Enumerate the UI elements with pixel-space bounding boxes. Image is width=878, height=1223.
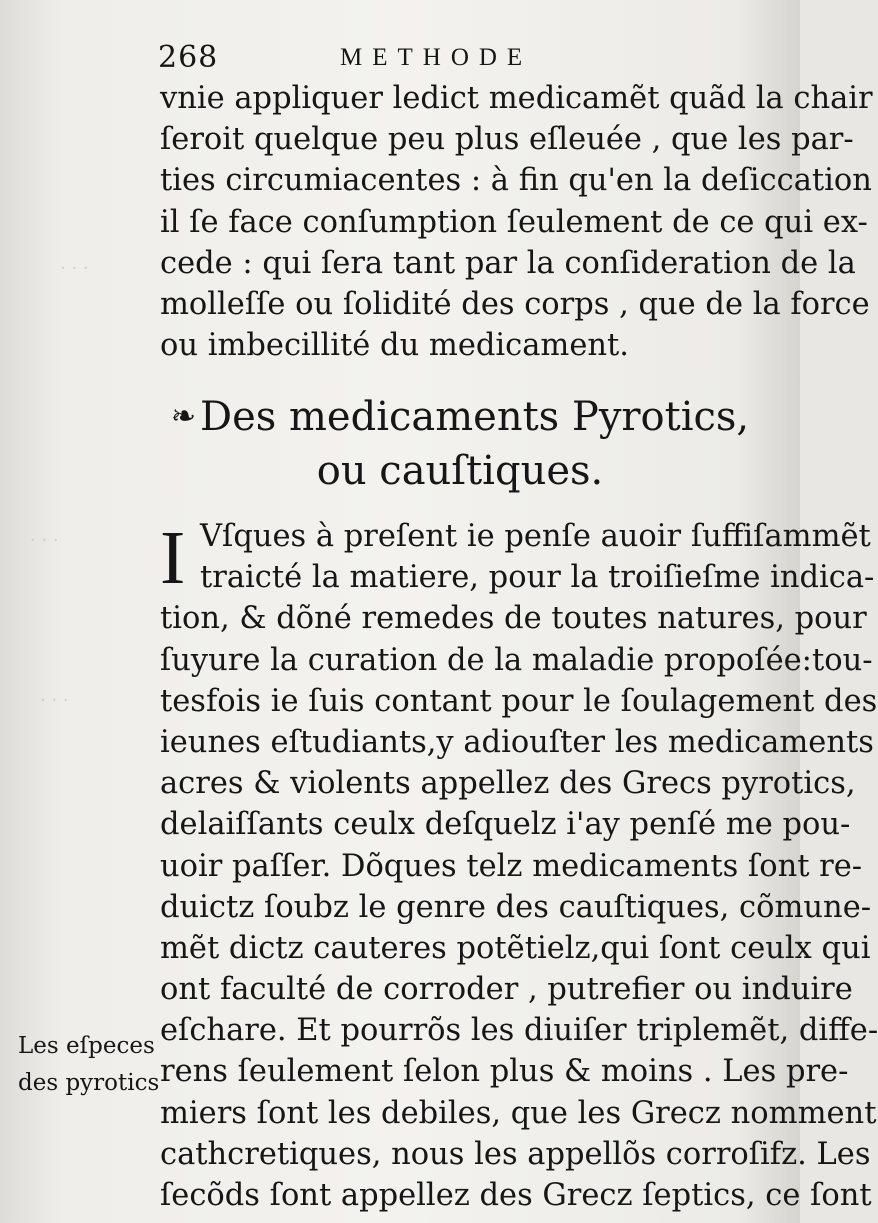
fleuron-ornament-icon: ❧ (170, 399, 196, 434)
show-through-text: · · · (60, 258, 89, 279)
heading-line-1: Des medicaments Pyrotics, (200, 394, 750, 440)
marginal-note-line: des pyrotics (18, 1070, 160, 1096)
text-line: mẽt dictz cauteres potẽtielz,qui ſont ceulx qui (160, 930, 871, 966)
text-line: cede : qui ſera tant par la conſideration de la (160, 245, 856, 281)
text-line: miers ſont les debiles, que les Grecz nomment (160, 1095, 877, 1131)
text-line: Vſques à preſent ie penſe auoir ſuffiſammẽt (200, 519, 871, 554)
text-line: delaiſſants ceulx deſquelz i'ay penſé me pou- (160, 807, 851, 843)
text-line: uoir paſſer. Dõques telz medicaments ſont re- (160, 848, 863, 884)
text-line: ou imbecillité du medicament. (160, 328, 629, 364)
text-line: eſchare. Et pourrõs les diuiſer triplemẽt, diffe- (160, 1013, 878, 1049)
text-line: ont faculté de corroder , putrefier ou induire (160, 972, 853, 1008)
marginal-note-line: Les eſpeces (18, 1033, 155, 1059)
text-line: molleſſe ou ſolidité des corps , que de la force (160, 286, 870, 322)
text-line: tesfois ie ſuis contant pour le ſoulagement des (160, 683, 878, 719)
text-line: ſecõds ſont appellez des Grecz ſeptics, ce ſont (160, 1178, 872, 1213)
show-through-text: · · · (40, 690, 69, 711)
text-line: il ſe face conſumption ſeulement de ce qui ex- (160, 204, 868, 240)
text-line: vnie appliquer ledict medicamẽt quãd la chair (160, 81, 873, 116)
paragraph (160, 516, 878, 1216)
page-header (158, 40, 758, 80)
section-heading (160, 390, 760, 498)
text-line: cathcretiques, nous les appellõs corroſifz. Les (160, 1136, 871, 1172)
drop-cap: I (160, 516, 186, 600)
text-line: traicté la matiere, pour la troiſieſme indica- (200, 560, 875, 596)
marginal-note (18, 1028, 160, 1102)
heading-line-2: ou cauſtiques. (316, 448, 604, 494)
text-line: rens ſeulement ſelon plus & moins . Les pre- (160, 1054, 849, 1090)
show-through-text: · · · (30, 530, 59, 551)
paragraph-continued (160, 78, 873, 366)
text-line: ties circumiacentes : à fin qu'en la deſiccation (160, 163, 872, 199)
running-head: METHODE (340, 44, 533, 71)
text-line: duictz ſoubz le genre des cauſtiques, cõmune- (160, 889, 872, 925)
text-line: acres & violents appellez des Grecs pyrotics, (160, 766, 856, 802)
page-number: 268 (158, 40, 219, 75)
text-line: tion, & dõné remedes de toutes natures, pour (160, 601, 867, 637)
text-line: ieunes eſtudiants,y adiouſter les medicaments (160, 724, 874, 760)
text-line: ſeroit quelque peu plus eſleuée , que les par- (160, 122, 854, 158)
text-line: ſuyure la curation de la maladie propoſée:tou- (160, 642, 873, 678)
